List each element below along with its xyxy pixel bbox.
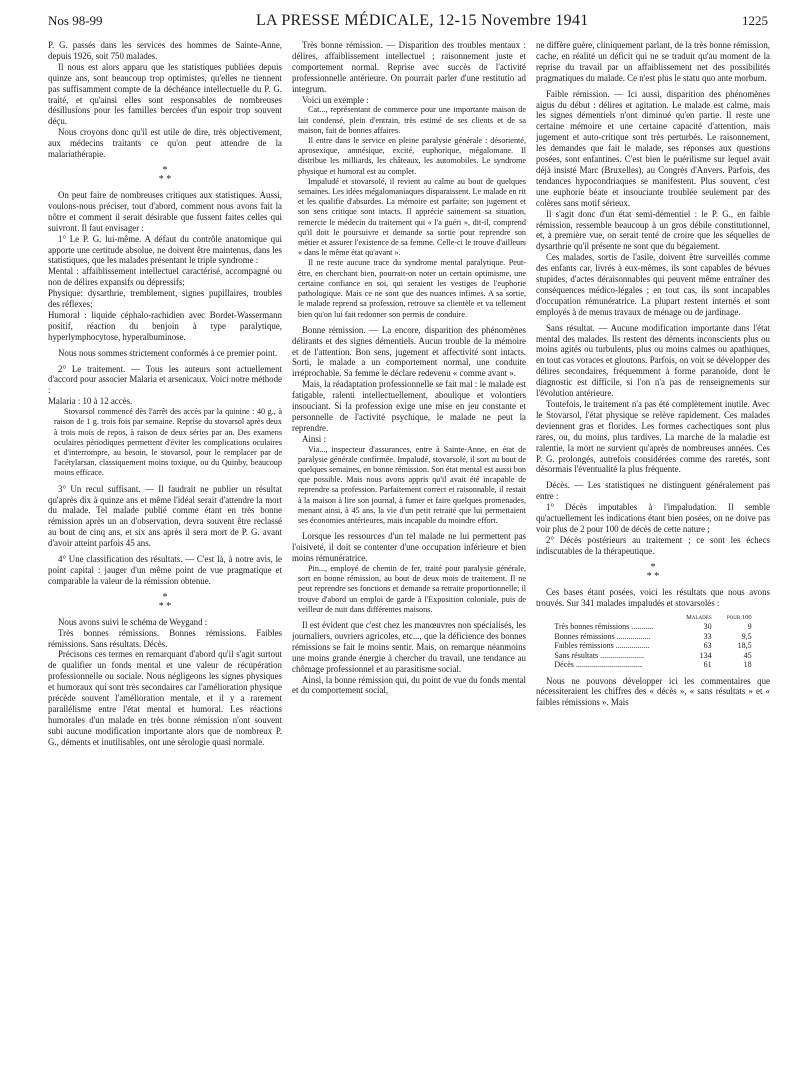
table-row: [552, 651, 753, 661]
table-cell-p: 18,5: [737, 641, 752, 650]
page-header: [48, 12, 768, 34]
table-cell-p: 9,5: [741, 631, 752, 641]
table-cell-n: 63: [703, 641, 712, 650]
paragraph: 1° Le P. G. lui-même. A défaut du contrôle anatomique qui apporte une certitude absolue, ne doivent être maintenus, dans les statistiques, que les malades présentant le triple syndrome :: [48, 233, 282, 266]
paragraph: Malaria : 10 à 12 accès.: [48, 396, 133, 407]
paragraph: Il ne reste aucune trace du syndrome mental paralytique. Peut-être, en cherchant bien, pourrait-on noter un certain optimisme, une certaine confiance en soi, qui seraient les vestiges de l'euphorie pathologique. Mais ce ne sont que des nuances infimes. A sa sortie, le malade reprend sa profession, retrouve sa clientèle et va tellement bien qu'on lui fait redonner son permis de conduire.: [298, 258, 526, 319]
table-cell-n: 134: [699, 650, 712, 660]
table-row: [552, 660, 753, 670]
paragraph: 2° Décès postérieurs au traitement ; ce sont les échecs indiscutables de la thérapeutique.: [536, 534, 770, 556]
journal-title: LA PRESSE MÉDICALE, 12-15 Novembre 1941: [255, 12, 589, 29]
paragraph: Physique: dysarthrie, tremblement, signes pupillaires, troubles des réflexes;: [48, 288, 282, 310]
section-divider: * * *: [646, 561, 660, 582]
table-cell-label: Bonnes rémissions .................: [554, 631, 651, 641]
column-1: [48, 40, 282, 1074]
paragraph: Ainsi, la bonne rémission qui, du point de vue du fonds mental et du comportement social,: [292, 674, 526, 696]
paragraph: Via..., inspecteur d'assurances, entre à Sainte-Anne, en état de paralysie générale confirmée. Impaludé, stovarsolé, il sort au bout de quelques semaines, en bonne rémission. Son état mental est aussi bon que possible. Mais nous avons appris qu'il avait été incapable de reprendre sa profession. Parfaitement correct et raisonnable, il restait à la maison à lire son journal, à fumer et faire quelques promenades, menant ainsi, à 45 ans, la vie d'un petit retraité que lui permettaient ses économies antérieures, mais incapable du moindre effort.: [298, 444, 526, 526]
paragraph: Ainsi :: [302, 433, 326, 444]
table-cell-n: 61: [703, 660, 712, 669]
table-cell-label: Sans résultats ......................: [554, 650, 645, 660]
table-header-label: [552, 613, 673, 623]
paragraph: Ces bases étant posées, voici les résultats que nous avons trouvés. Sur 341 malades impaludés et stovarsolés :: [536, 586, 770, 608]
paragraph: Nous croyons donc qu'il est utile de dire, très objectivement, aux médecins traitants ce qu'on peut attendre de la malariathérapie.: [48, 127, 282, 160]
paragraph: Lorsque les ressources d'un tel malade ne lui permettent pas l'oisiveté, il doit se contenter d'une occupation inférieure et bien moins rémunératrice.: [292, 531, 526, 564]
paragraph: Il s'agit donc d'un état semi-démentiel : le P. G., en faible rémission, ressemble beaucoup à un gros débile constitutionnel, et, à première vue, on serait tenté de croire que les séquelles de dysarthrie qu'il présente ne sont que du bégaiement.: [536, 208, 770, 252]
paragraph: Sans résultat. — Aucune modification importante dans l'état mental des malades. Ils restent des déments inconscients plus ou moins agités ou turbulents, plus ou moins calmes ou apathiques, en tout cas voraces et gloutons. Parfois, on voit se développer des délires secondaires, fréquemment à forme paranoïde, dont le diagnostic est difficile, si l'on n'a pas de renseignements sur l'évolution antérieure.: [536, 322, 770, 399]
paragraph: Très bonnes rémissions. Bonnes rémissions. Faibles rémissions. Sans résultats. Décès.: [48, 627, 282, 649]
table-cell-n: 33: [703, 631, 712, 641]
paragraph: Nous ne pouvons développer ici les commentaires que nécessiteraient les chiffres des « décès », « sans résultats » et « faibles rémissions ». Mais: [536, 675, 770, 708]
paragraph: 3° Un recul suffisant. — Il faudrait ne publier un résultat qu'après dix à quinze ans et même l'idéal serait d'attendre la mort du malade. Tel malade publié comme étant en très bonne rémission après un an d'observation, devra souvent être reclassé au bout de cinq ans, et six ans après il sera mort de P. G. avant d'avoir atteint parfois 45 ans.: [48, 483, 282, 549]
section-divider: * * *: [158, 591, 172, 612]
section-divider: * * *: [158, 164, 172, 185]
table-cell-p: 45: [743, 650, 752, 660]
table-cell-label: Très bonnes rémissions ...........: [554, 622, 654, 631]
paragraph: Bonne rémission. — La encore, disparition des phénomènes délirants et des signes démentiels. Aucun trouble de la mémoire et de l'attention. Bon sens, jugement et affectivité sont intacts. Sorti, le malade a un comportement normal, une conduite irréprochable. Sa femme le déclare redevenu « comme avant ».: [292, 324, 526, 379]
paragraph: Impaludé et stovarsolé, il revient au calme au bout de quelques semaines. Les idées mégalomaniaques disparaissent. Le malade en rit et les qualifie d'absurdes. La mémoire est parfaite; son jugement et son sens critique sont intacts. Il apprécie sainement sa situation, remercie le médecin du traitement qui « l'a guéri », dit-il, comprend qu'il doit le poursuivre et demande sa sortie pour reprendre son métier et assurer l'existence de sa femme. Celle-ci le trouve d'ailleurs « dans le même état qu'avant ».: [298, 176, 526, 258]
column-3-text: [536, 40, 770, 609]
paragraph: Il est évident que c'est chez les manœuvres non spécialisés, les journaliers, ouvriers agricoles, etc..., que la déficience des bonnes rémissions se fait le moins sentir. Mais, on remarque néanmoins une moins grande énergie à chercher du travail, une tendance au chômage professionnel et au parasitisme social.: [292, 620, 526, 674]
paragraph: Voici un exemple :: [302, 94, 369, 105]
paragraph: Mais, la réadaptation professionnelle se fait mal : le malade est fatigable, ralenti intellectuellement, aboulique et volontiers insouciant. Si la profession exige une mise en jeu constante et personnelle de l'activité psychique, le malade ne peut la reprendre.: [292, 379, 526, 433]
page-number: 1225: [741, 13, 768, 28]
paragraph: 1° Décès imputables à l'impaludation. Il semble qu'actuellement les indications étant bien posées, on ne doive pas voir plus de 2 pour 100 de décès de cette nature ;: [536, 502, 770, 534]
table-cell-label: Faibles rémissions .................: [554, 641, 650, 650]
results-table: [552, 613, 753, 670]
paragraph: Très bonne rémission. — Disparition des troubles mentaux : délires, affaiblissement intellectuel ; raisonnement juste et comportement normal. Reprise avec succès de l'activité professionnelle antérieure. On pourrait parler d'une restitutio ad integrum.: [292, 40, 526, 94]
paragraph: Il nous est alors apparu que les statistiques publiées depuis quinze ans, sont beaucoup trop optimistes, qu'elles ne tiennent pas suffisamment compte de la déchéance intellectuelle du P. G. traité, et qu'ainsi elles sont responsables de nombreuses désillusions pour les familles bercées d'un espoir trop souvent déçu.: [48, 61, 282, 127]
column-3-conclusion: [536, 676, 770, 709]
article-columns: [48, 40, 770, 1074]
paragraph: Nous avons suivi le schéma de Weygand :: [58, 616, 208, 627]
paragraph: 4° Une classification des résultats. — C'est là, à notre avis, le point capital : jauger d'un même point de vue pragmatique et comparable la valeur de la rémission obtenue.: [48, 554, 282, 586]
column-2: [292, 40, 526, 1074]
paragraph: Il entre dans le service en pleine paralysie générale : désorienté, aprosexique, amnésique, excité, euphorique, mégalomane. Il distribue les milliards, les châteaux, les automobiles. Le syndrome physique et humoral est au complet.: [298, 136, 526, 176]
paragraph: Ces malades, sortis de l'asile, doivent être surveillés comme des enfants car, livrés à eux-mêmes, ils sont capables de bévues stupides, d'actes déraisonnables qui peuvent même entraîner des conséquences médico-légales ; en tout cas, ils sont incapables d'occupation rémunératrice. La plupart restent internés et sont employés à de menus travaux de ménage ou de jardinage.: [536, 252, 770, 317]
paragraph: 2° Le traitement. — Tous les auteurs sont actuellement d'accord pour associer Malaria et arsenicaux. Voici notre méthode :: [48, 363, 282, 396]
paragraph: Stovarsol commencé dès l'arrêt des accès par la quinine : 40 g., à raison de 1 g. trois fois par semaine. Reprise du stovarsol après deux à trois mois de repos, à raison de deux séries par an. Des examens oculaires périodiques permettent d'éviter les complications oculaires et d'interrompre, au besoin, le stovarsol, pour le remplacer par de l'acétylarsan, classiquement moins toxique, ou du Quinby, beaucoup moins efficace.: [54, 407, 282, 478]
paragraph: Faible rémission. — Ici aussi, disparition des phénomènes aigus du début : délires et agitation. Le malade est calme, mais les signes démentiels n'ont diminué qu'en partie. Il reste une certaine mémoire et une certaine capacité d'attention, mais jugement et auto-critique sont très perturbés. Le raisonnement, les demandes que fait le malade, ses réponses aux questions posées, sont enfantines. C'est bien le puérilisme sur lequel avait déjà insisté Marc (Bruxelles), au Congrès d'Anvers. Parfois, des tendances hypocondriaques se manifestent. Plus souvent, c'est une euphorie béate et insouciante troublée seulement par des colères sans motif sérieux.: [536, 88, 770, 208]
column-3: [536, 40, 770, 1074]
paragraph: Cat..., représentant de commerce pour une importante maison de lait condensé, plein d'entrain, très estimé de ses clients et de sa maison, fait de bonnes affaires.: [298, 105, 526, 135]
table-header-percent: pour 100: [726, 613, 752, 621]
table-cell-label: Décès .................................: [554, 660, 642, 669]
paragraph: Mental : affaiblissement intellectuel caractérisé, accompagné ou non de délires expansifs ou dépressifs;: [48, 266, 282, 288]
table-cell-p: 9: [747, 622, 752, 631]
issue-number: Nos 98-99: [48, 13, 103, 28]
paragraph: ne diffère guère, cliniquement parlant, de la très bonne rémission, cache, en réalité un déficit qui ne se traduit qu'au moment de la reprise du travail par un affaiblissement net des possibilités pragmatiques du malade. Ce n'est plus le statu quo ante morbum.: [536, 40, 770, 83]
table-header-malades: Malades: [686, 613, 712, 621]
paragraph: Pin..., employé de chemin de fer, traité pour paralysie générale, sort en bonne rémission, au bout de deux mois de traitement. Il ne peut reprendre ses fonctions et demande sa retraite proportionnelle; il trouve d'abord un emploi de garde à l'Exposition coloniale, puis de veilleur de nuit dans différentes maisons.: [298, 564, 526, 614]
paragraph: Nous nous sommes strictement conformés à ce premier point.: [58, 347, 278, 358]
table-cell-p: 18: [743, 660, 752, 669]
table-row: [552, 641, 753, 651]
paragraph: Décès. — Les statistiques ne distinguent généralement pas entre :: [536, 480, 770, 502]
paragraph: P. G. passés dans les services des hommes de Sainte-Anne, depuis 1926, soit 750 malades.: [48, 40, 282, 61]
paragraph: Précisons ces termes en remarquant d'abord qu'il s'agit surtout de qualifier un fonds mental et une valeur de récupération professionnelle ou sociale. Nous négligeons les signes physiques et humoraux qui sont très secondaires car l'amélioration physique précède souvent l'amélioration mentale, et il y a rarement parallélisme entre l'état mental et humoral. Les réactions humorales d'un malade en très bonne rémission n'ont souvent subi aucune modification importante alors que de nombreux P. G., déments et inutilisables, ont une sérologie quasi normale.: [48, 649, 282, 747]
paragraph: On peut faire de nombreuses critiques aux statistiques. Aussi, voulons-nous préciser, tout d'abord, comment nous avons fait la nôtre et comment il serait désirable que fussent faites celles qui suivront. Il faut envisager :: [48, 189, 282, 233]
table-row: [552, 622, 753, 632]
paragraph: Humoral : liquide céphalo-rachidien avec Bordet-Wassermann positif, réaction du benjoin à type paralytique, hyperlymphocytose, hyperalbuminose.: [48, 309, 282, 342]
table-row: [552, 632, 753, 642]
paragraph: Toutefois, le traitement n'a pas été complètement inutile. Avec le Stovarsol, l'état physique se relève rapidement. Ces malades deviennent gras et florides. Les formes cachectiques sont plus rares, ou, du moins, plus tardives. La marche de la maladie est ralentie, la mort ne survient qu'après de nombreuses années. Ces P. G. prolongés, autrefois considérées comme des raretés, sont désormais l'éventualité la plus fréquente.: [536, 399, 770, 475]
table-cell-n: 30: [703, 622, 712, 631]
